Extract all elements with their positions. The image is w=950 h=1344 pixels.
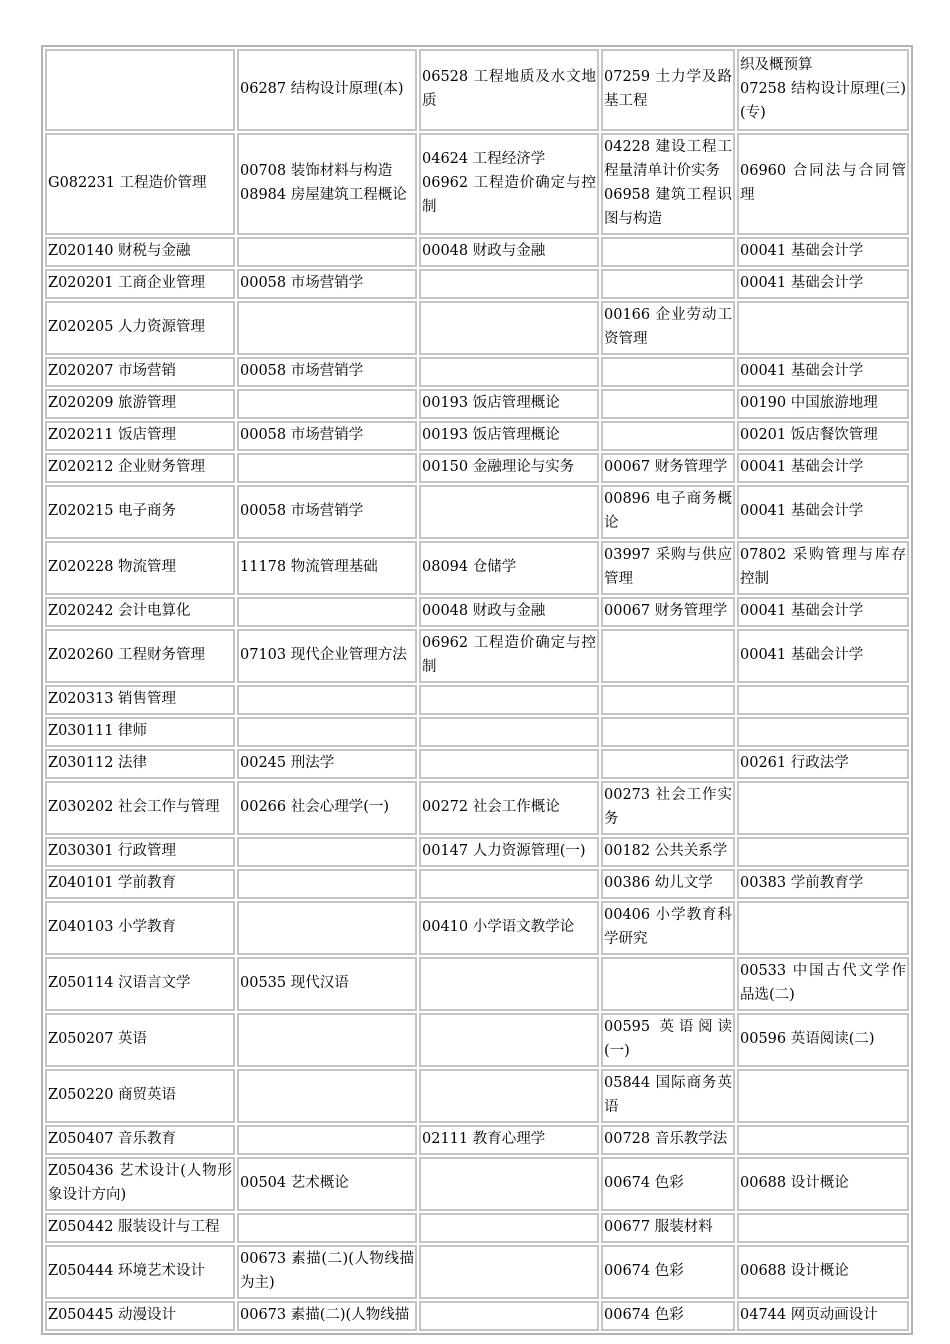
table-row [45, 1157, 909, 1211]
cell-text-line: 00896 电子商务概论 [604, 491, 732, 531]
major-cell [45, 269, 235, 299]
cell-text-line: 00058 市场营销学 [240, 363, 364, 379]
cell-text-line: 00688 设计概论 [740, 1175, 849, 1191]
cell-text-line: Z020242 会计电算化 [48, 603, 191, 619]
cell-text-line: 00182 公共关系学 [604, 843, 728, 859]
table-row [45, 781, 909, 835]
table-row [45, 237, 909, 267]
course-cell-4 [737, 421, 909, 451]
table-row [45, 1069, 909, 1123]
course-cell-1 [237, 597, 417, 627]
cell-text-line: 00504 艺术概论 [240, 1175, 349, 1191]
cell-text-line: 00193 饭店管理概论 [422, 427, 560, 443]
cell-text-line: 04228 建设工程工程量清单计价实务 [604, 139, 732, 179]
course-cell-3 [601, 901, 735, 955]
course-cell-1 [237, 1301, 417, 1331]
course-cell-2 [419, 957, 599, 1011]
cell-text-line: 00058 市场营销学 [240, 503, 364, 519]
course-cell-3 [601, 269, 735, 299]
course-cell-2 [419, 1213, 599, 1243]
course-cell-3 [601, 1245, 735, 1299]
course-cell-2 [419, 301, 599, 355]
cell-text-line: Z030202 社会工作与管理 [48, 799, 220, 815]
course-cell-1 [237, 869, 417, 899]
course-cell-3 [601, 1069, 735, 1123]
course-cell-2 [419, 357, 599, 387]
table-row [45, 1125, 909, 1155]
course-cell-3 [601, 485, 735, 539]
course-cell-3 [601, 717, 735, 747]
major-cell [45, 717, 235, 747]
course-cell-3 [601, 685, 735, 715]
cell-text-line: Z050207 英语 [48, 1031, 148, 1047]
cell-text-line: 00535 现代汉语 [240, 975, 349, 991]
course-cell-3 [601, 837, 735, 867]
course-cell-3 [601, 597, 735, 627]
major-cell [45, 301, 235, 355]
major-cell [45, 1213, 235, 1243]
cell-text-line: Z050220 商贸英语 [48, 1087, 177, 1103]
cell-text-line: 00245 刑法学 [240, 755, 335, 771]
course-cell-3 [601, 781, 735, 835]
major-cell [45, 837, 235, 867]
course-cell-4 [737, 541, 909, 595]
course-cell-1 [237, 49, 417, 131]
course-cell-1 [237, 749, 417, 779]
cell-text-line: 00058 市场营销学 [240, 427, 364, 443]
course-cell-1 [237, 1069, 417, 1123]
course-cell-1 [237, 453, 417, 483]
course-cell-2 [419, 597, 599, 627]
table-row [45, 837, 909, 867]
major-cell [45, 1301, 235, 1331]
course-cell-1 [237, 685, 417, 715]
cell-text-line: 00041 基础会计学 [740, 275, 864, 291]
course-cell-3 [601, 49, 735, 131]
course-cell-2 [419, 629, 599, 683]
table-row [45, 301, 909, 355]
major-cell [45, 1157, 235, 1211]
table-row [45, 389, 909, 419]
cell-text-line: 00596 英语阅读(二) [740, 1031, 875, 1047]
course-cell-4 [737, 269, 909, 299]
course-cell-2 [419, 837, 599, 867]
major-cell [45, 749, 235, 779]
cell-text-line: 00041 基础会计学 [740, 647, 864, 663]
cell-text-line: 00058 市场营销学 [240, 275, 364, 291]
cell-text-line: Z020211 饭店管理 [48, 427, 177, 443]
course-cell-4 [737, 1013, 909, 1067]
cell-text-line: 00674 色彩 [604, 1263, 684, 1279]
course-cell-3 [601, 749, 735, 779]
course-cell-3 [601, 1013, 735, 1067]
course-cell-3 [601, 1125, 735, 1155]
cell-text-line: 00048 财政与金融 [422, 603, 546, 619]
course-cell-3 [601, 1213, 735, 1243]
cell-text-line: 08984 房屋建筑工程概论 [240, 187, 407, 203]
table-row [45, 1245, 909, 1299]
course-cell-3 [601, 421, 735, 451]
cell-text-line: 00406 小学教育科学研究 [604, 907, 732, 947]
cell-text-line: Z020207 市场营销 [48, 363, 177, 379]
cell-text-line: 11178 物流管理基础 [240, 559, 378, 575]
course-cell-2 [419, 717, 599, 747]
cell-text-line: Z050407 音乐教育 [48, 1131, 177, 1147]
cell-text-line: 00674 色彩 [604, 1307, 684, 1323]
course-cell-2 [419, 133, 599, 235]
cell-text-line: 04624 工程经济学 [422, 151, 546, 167]
cell-text-line: 00190 中国旅游地理 [740, 395, 878, 411]
course-table-body [45, 49, 909, 1331]
course-cell-4 [737, 1245, 909, 1299]
course-cell-2 [419, 389, 599, 419]
cell-text-line: 08094 仓储学 [422, 559, 517, 575]
cell-text-line: Z050436 艺术设计(人物形象设计方向) [48, 1163, 232, 1203]
course-cell-2 [419, 1301, 599, 1331]
course-cell-4 [737, 957, 909, 1011]
table-row [45, 485, 909, 539]
major-cell [45, 957, 235, 1011]
major-cell [45, 597, 235, 627]
cell-text-line: 00383 学前教育学 [740, 875, 864, 891]
cell-text-line: 00708 装饰材料与构造 [240, 163, 393, 179]
course-cell-1 [237, 237, 417, 267]
major-cell [45, 485, 235, 539]
major-cell [45, 1125, 235, 1155]
cell-text-line: Z030111 律师 [48, 723, 148, 739]
course-cell-4 [737, 901, 909, 955]
cell-text-line: 00041 基础会计学 [740, 243, 864, 259]
cell-text-line: 03997 采购与供应管理 [604, 547, 732, 587]
major-cell [45, 357, 235, 387]
cell-text-line: 02111 教育心理学 [422, 1131, 546, 1147]
cell-text-line: 07258 结构设计原理(三)(专) [740, 81, 906, 121]
course-cell-3 [601, 389, 735, 419]
course-cell-4 [737, 781, 909, 835]
course-cell-4 [737, 869, 909, 899]
course-cell-4 [737, 389, 909, 419]
course-cell-1 [237, 1245, 417, 1299]
cell-text-line: Z050444 环境艺术设计 [48, 1263, 206, 1279]
cell-text-line: G082231 工程造价管理 [48, 175, 207, 191]
cell-text-line: 00193 饭店管理概论 [422, 395, 560, 411]
cell-text-line: 06287 结构设计原理(本) [240, 81, 404, 97]
course-cell-1 [237, 541, 417, 595]
cell-text-line: 00386 幼儿文学 [604, 875, 713, 891]
course-cell-3 [601, 453, 735, 483]
course-cell-4 [737, 1157, 909, 1211]
table-row [45, 597, 909, 627]
course-cell-1 [237, 1213, 417, 1243]
cell-text-line: 00272 社会工作概论 [422, 799, 560, 815]
cell-text-line: 00261 行政法学 [740, 755, 849, 771]
course-cell-4 [737, 237, 909, 267]
major-cell [45, 781, 235, 835]
course-cell-3 [601, 629, 735, 683]
course-cell-3 [601, 869, 735, 899]
cell-text-line: Z020313 销售管理 [48, 691, 177, 707]
table-row [45, 1013, 909, 1067]
cell-text-line: Z020228 物流管理 [48, 559, 177, 575]
course-cell-1 [237, 389, 417, 419]
course-cell-1 [237, 1125, 417, 1155]
course-cell-4 [737, 597, 909, 627]
cell-text-line: 04744 网页动画设计 [740, 1307, 878, 1323]
table-row [45, 453, 909, 483]
course-cell-2 [419, 541, 599, 595]
course-cell-3 [601, 237, 735, 267]
course-cell-4 [737, 837, 909, 867]
major-cell [45, 685, 235, 715]
table-row [45, 1213, 909, 1243]
course-cell-3 [601, 1157, 735, 1211]
major-cell [45, 1069, 235, 1123]
course-cell-2 [419, 237, 599, 267]
cell-text-line: 00677 服装材料 [604, 1219, 713, 1235]
cell-text-line: 00410 小学语文教学论 [422, 919, 575, 935]
course-cell-1 [237, 269, 417, 299]
table-row [45, 957, 909, 1011]
course-cell-1 [237, 133, 417, 235]
course-cell-1 [237, 357, 417, 387]
cell-text-line: 05844 国际商务英语 [604, 1075, 732, 1115]
course-cell-2 [419, 485, 599, 539]
cell-text-line: Z050445 动漫设计 [48, 1307, 177, 1323]
major-cell [45, 237, 235, 267]
cell-text-line: Z020260 工程财务管理 [48, 647, 206, 663]
course-cell-1 [237, 781, 417, 835]
course-cell-4 [737, 717, 909, 747]
course-cell-1 [237, 1013, 417, 1067]
cell-text-line: Z020215 电子商务 [48, 503, 177, 519]
major-cell [45, 541, 235, 595]
table-row [45, 49, 909, 131]
cell-text-line: 00595 英语阅读(一) [604, 1019, 732, 1059]
cell-text-line: 00533 中国古代文学作品选(二) [740, 963, 906, 1003]
cell-text-line: 06528 工程地质及水文地质 [422, 69, 596, 109]
course-cell-2 [419, 1069, 599, 1123]
cell-text-line: 00674 色彩 [604, 1175, 684, 1191]
cell-text-line: 07802 采购管理与库存控制 [740, 547, 906, 587]
course-cell-1 [237, 1157, 417, 1211]
cell-text-line: 06962 工程造价确定与控制 [422, 175, 596, 215]
cell-text-line: Z020140 财税与金融 [48, 243, 191, 259]
table-row [45, 1301, 909, 1331]
course-cell-4 [737, 357, 909, 387]
course-cell-2 [419, 901, 599, 955]
course-cell-2 [419, 1245, 599, 1299]
cell-text-line: 00048 财政与金融 [422, 243, 546, 259]
major-cell [45, 1013, 235, 1067]
course-cell-4 [737, 453, 909, 483]
major-cell [45, 453, 235, 483]
course-cell-3 [601, 957, 735, 1011]
course-cell-4 [737, 1125, 909, 1155]
cell-text-line: Z020212 企业财务管理 [48, 459, 206, 475]
cell-text-line: 00201 饭店餐饮管理 [740, 427, 878, 443]
cell-text-line: 00041 基础会计学 [740, 363, 864, 379]
cell-text-line: Z050114 汉语言文学 [48, 975, 191, 991]
major-cell [45, 133, 235, 235]
course-cell-2 [419, 421, 599, 451]
major-cell [45, 901, 235, 955]
cell-text-line: 00728 音乐教学法 [604, 1131, 728, 1147]
cell-text-line: Z040101 学前教育 [48, 875, 177, 891]
course-cell-2 [419, 269, 599, 299]
course-cell-2 [419, 749, 599, 779]
course-cell-2 [419, 49, 599, 131]
table-row [45, 269, 909, 299]
course-cell-4 [737, 485, 909, 539]
course-cell-3 [601, 1301, 735, 1331]
course-cell-1 [237, 629, 417, 683]
course-cell-4 [737, 1069, 909, 1123]
course-cell-2 [419, 1125, 599, 1155]
cell-text-line: 07259 土力学及路基工程 [604, 69, 732, 109]
course-cell-4 [737, 301, 909, 355]
cell-text-line: 00041 基础会计学 [740, 503, 864, 519]
table-row [45, 421, 909, 451]
cell-text-line: 00273 社会工作实务 [604, 787, 732, 827]
cell-text-line: 00041 基础会计学 [740, 459, 864, 475]
course-cell-4 [737, 629, 909, 683]
course-table-page [41, 45, 909, 1335]
major-cell [45, 421, 235, 451]
cell-text-line: 00067 财务管理学 [604, 459, 728, 475]
course-cell-1 [237, 957, 417, 1011]
course-cell-1 [237, 485, 417, 539]
course-cell-4 [737, 1301, 909, 1331]
major-cell [45, 1245, 235, 1299]
course-cell-2 [419, 685, 599, 715]
table-row [45, 541, 909, 595]
cell-text-line: 00041 基础会计学 [740, 603, 864, 619]
course-cell-2 [419, 1013, 599, 1067]
course-cell-1 [237, 837, 417, 867]
course-cell-4 [737, 685, 909, 715]
major-cell [45, 869, 235, 899]
course-cell-2 [419, 453, 599, 483]
table-row [45, 685, 909, 715]
table-row [45, 717, 909, 747]
course-cell-4 [737, 133, 909, 235]
course-cell-3 [601, 133, 735, 235]
cell-text-line: 07103 现代企业管理方法 [240, 647, 407, 663]
course-cell-1 [237, 717, 417, 747]
table-row [45, 133, 909, 235]
course-cell-3 [601, 357, 735, 387]
course-cell-4 [737, 1213, 909, 1243]
cell-text-line: Z020209 旅游管理 [48, 395, 177, 411]
major-cell [45, 389, 235, 419]
cell-text-line: 06958 建筑工程识图与构造 [604, 187, 732, 227]
course-cell-2 [419, 781, 599, 835]
cell-text-line: 00150 金融理论与实务 [422, 459, 575, 475]
course-cell-3 [601, 301, 735, 355]
cell-text-line: Z030301 行政管理 [48, 843, 177, 859]
major-cell [45, 629, 235, 683]
course-cell-3 [601, 541, 735, 595]
cell-text-line: 06960 合同法与合同管理 [740, 163, 906, 203]
table-row [45, 629, 909, 683]
major-cell [45, 49, 235, 131]
course-cell-2 [419, 1157, 599, 1211]
cell-text-line: 00688 设计概论 [740, 1263, 849, 1279]
cell-text-line: 织及概预算 [740, 57, 813, 73]
cell-text-line: 00266 社会心理学(一) [240, 799, 390, 815]
table-row [45, 901, 909, 955]
course-cell-1 [237, 301, 417, 355]
cell-text-line: Z040103 小学教育 [48, 919, 177, 935]
cell-text-line: 00673 素描(二)(人物线描为主) [240, 1251, 414, 1291]
course-cell-1 [237, 901, 417, 955]
cell-text-line: 06962 工程造价确定与控制 [422, 635, 596, 675]
table-row [45, 357, 909, 387]
course-cell-2 [419, 869, 599, 899]
cell-text-line: Z050442 服装设计与工程 [48, 1219, 220, 1235]
cell-text-line: 00067 财务管理学 [604, 603, 728, 619]
cell-text-line: 00147 人力资源管理(一) [422, 843, 586, 859]
table-row [45, 749, 909, 779]
cell-text-line: Z030112 法律 [48, 755, 148, 771]
course-cell-4 [737, 749, 909, 779]
course-cell-4 [737, 49, 909, 131]
cell-text-line: Z020205 人力资源管理 [48, 319, 206, 335]
cell-text-line: 00673 素描(二)(人物线描 [240, 1307, 410, 1323]
course-table [41, 45, 913, 1335]
cell-text-line: 00166 企业劳动工资管理 [604, 307, 732, 347]
cell-text-line: Z020201 工商企业管理 [48, 275, 206, 291]
table-row [45, 869, 909, 899]
course-cell-1 [237, 421, 417, 451]
